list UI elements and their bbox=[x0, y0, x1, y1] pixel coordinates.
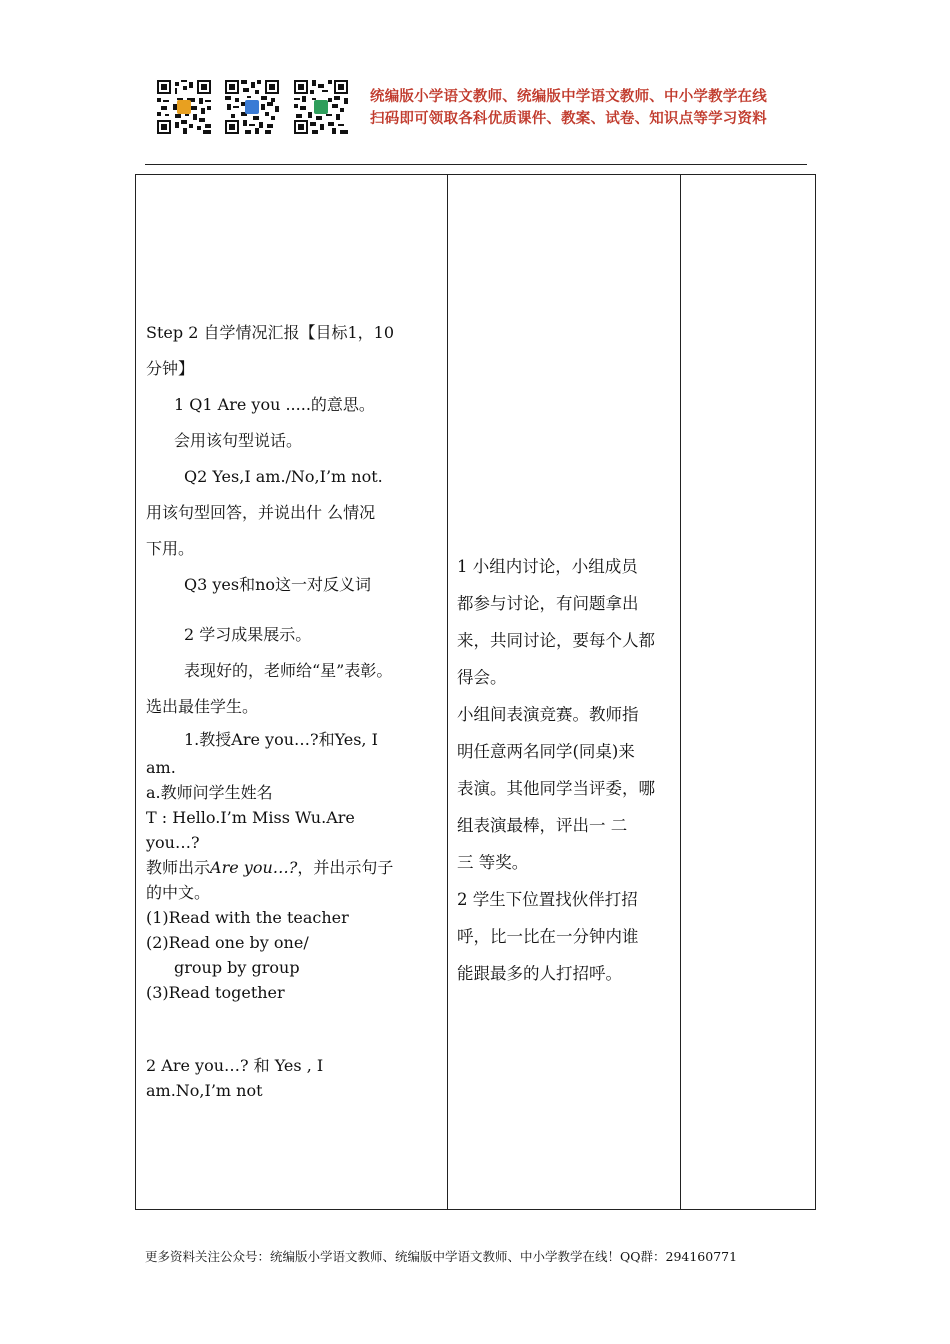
qr-code-3 bbox=[294, 80, 348, 134]
column-divider-1 bbox=[447, 175, 448, 1209]
teach-a: a.教师问学生姓名 bbox=[146, 783, 273, 802]
student-activity-cell bbox=[457, 548, 675, 992]
student-line-6: 明任意两名同学(同桌)来 bbox=[457, 742, 635, 761]
qr-code-2 bbox=[225, 80, 279, 134]
student-line-7: 表演。其他同学当评委，哪 bbox=[457, 779, 655, 798]
part2-line-2: am.No,I’m not bbox=[146, 1081, 263, 1100]
student-line-8: 组表演最棒，评出一 二 bbox=[457, 816, 628, 835]
q1-line-1: 1 Q1 Are you .....的意思。 bbox=[174, 395, 375, 414]
teach-show-pre: 教师出示 bbox=[146, 858, 211, 877]
read-step-1: (1)Read with the teacher bbox=[146, 908, 349, 927]
q2-line-3: 下用。 bbox=[146, 539, 195, 558]
promo-text bbox=[370, 86, 767, 130]
teach-show-em: Are you…? bbox=[210, 858, 298, 877]
teach-line-2: am. bbox=[146, 758, 176, 777]
read-step-2b: group by group bbox=[174, 958, 300, 977]
part2-line-1: 2 Are you…? 和 Yes , I bbox=[146, 1056, 324, 1075]
step-title-line-2: 分钟】 bbox=[146, 359, 195, 378]
teach-t-line-2: you…? bbox=[146, 833, 200, 852]
promo-line-2: 扫码即可领取各科优质课件、教案、试卷、知识点等学习资料 bbox=[370, 111, 767, 127]
student-line-12: 能跟最多的人打招呼。 bbox=[457, 964, 622, 983]
teach-show-post: ，并出示句子 bbox=[297, 858, 394, 877]
teach-line-1: 1.教授Are you…?和Yes, I bbox=[184, 730, 378, 749]
student-line-1: 1 小组内讨论，小组成员 bbox=[457, 557, 638, 576]
footer-text: 更多资料关注公众号：统编版小学语文教师、统编版中学语文教师、中小学教学在线！QQ群：294160771 bbox=[145, 1249, 738, 1264]
q3-line: Q3 yes和no这一对反义词 bbox=[184, 575, 372, 594]
read-step-2a: (2)Read one by one/ bbox=[146, 933, 309, 952]
step-title-line-1: Step 2 自学情况汇报【目标1，10 bbox=[146, 323, 394, 342]
student-line-10: 2 学生下位置找伙伴打招 bbox=[457, 890, 638, 909]
promo-line-1: 统编版小学语文教师、统编版中学语文教师、中小学教学在线 bbox=[370, 89, 767, 105]
notes-cell bbox=[681, 175, 815, 1209]
teach-t-line-1: T : Hello.I’m Miss Wu.Are bbox=[146, 808, 355, 827]
student-line-9: 三 等奖。 bbox=[457, 853, 529, 872]
teacher-activity-cell bbox=[146, 315, 440, 1103]
student-line-5: 小组间表演竞赛。教师指 bbox=[457, 705, 639, 724]
qr-code-1 bbox=[157, 80, 211, 134]
student-line-3: 来，共同讨论，要每个人都 bbox=[457, 631, 655, 650]
student-line-2: 都参与讨论，有问题拿出 bbox=[457, 594, 639, 613]
q2-line-1: Q2 Yes,I am./No,I’m not. bbox=[184, 467, 383, 486]
teach-show-line-1 bbox=[146, 855, 440, 880]
student-line-11: 呼，比一比在一分钟内谁 bbox=[457, 927, 639, 946]
show-line-1: 表现好的，老师给“星”表彰。 bbox=[184, 661, 393, 680]
lesson-table bbox=[135, 174, 816, 1210]
read-step-3: (3)Read together bbox=[146, 983, 285, 1002]
show-line-2: 选出最佳学生。 bbox=[146, 697, 259, 716]
teach-show-line-2: 的中文。 bbox=[146, 883, 211, 902]
q1-line-2: 会用该句型说话。 bbox=[174, 431, 303, 450]
q2-line-2: 用该句型回答，并说出什 么情况 bbox=[146, 503, 376, 522]
show-title: 2 学习成果展示。 bbox=[184, 625, 312, 644]
header-divider bbox=[145, 164, 807, 165]
student-line-4: 得会。 bbox=[457, 668, 507, 687]
